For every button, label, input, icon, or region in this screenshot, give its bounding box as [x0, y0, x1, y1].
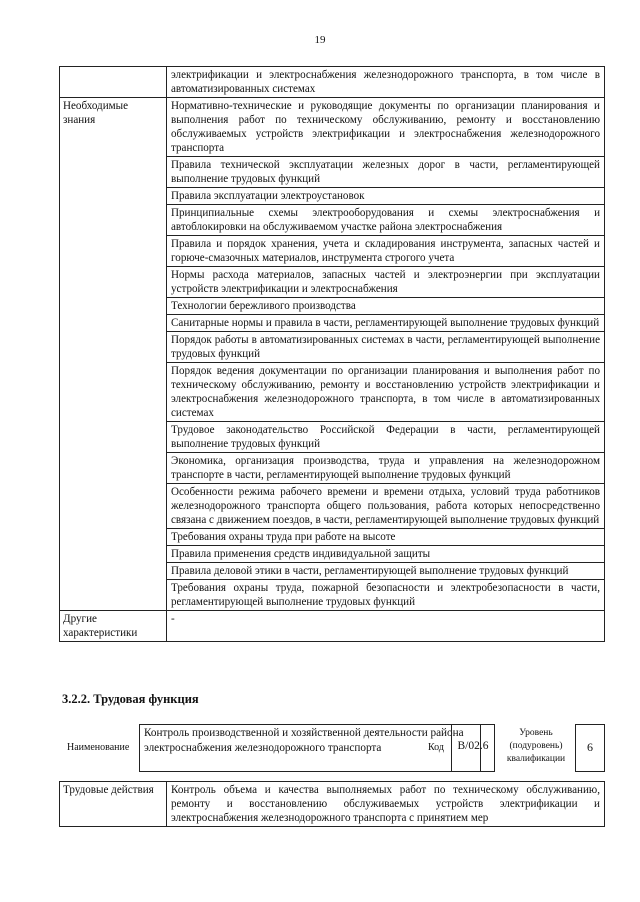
knowledge-item: Правила применения средств индивидуальной защиты [167, 546, 605, 563]
knowledge-item: Нормы расхода материалов, запасных частей и электроэнергии при эксплуатации устройств электрификации и электроснабжения [167, 267, 605, 298]
knowledge-label: Необходимые знания [60, 98, 167, 611]
knowledge-item: Особенности режима рабочего времени и времени отдыха, условий труда работников железнодорожного транспорта общего пользования, работа которых непосредственно связана с движением поездов, в части, регламентирующей выполнение трудовых функций [167, 484, 605, 529]
knowledge-item: Правила и порядок хранения, учета и складирования инструмента, запасных частей и горюче-смазочных материалов, инструмента строгого учета [167, 236, 605, 267]
name-label: Наименование [67, 742, 130, 753]
actions-table [59, 781, 605, 827]
table-row [60, 98, 605, 157]
code-label: Код [428, 742, 444, 753]
actions-label: Трудовые действия [60, 782, 167, 827]
knowledge-item: Правила эксплуатации электроустановок [167, 188, 605, 205]
knowledge-item: Требования охраны труда, пожарной безопасности и электробезопасности в части, регламентирующей выполнение трудовых функций [167, 580, 605, 611]
knowledge-item: Санитарные нормы и правила в части, регламентирующей выполнение трудовых функций [167, 315, 605, 332]
level-label: Уровень (подуровень) квалификации [506, 728, 566, 764]
knowledge-item: Экономика, организация производства, труда и управления на железнодорожном транспорте в части, регламентирующей выполнение трудовых функций [167, 453, 605, 484]
knowledge-item: Требования охраны труда при работе на высоте [167, 529, 605, 546]
knowledge-item: Трудовое законодательство Российской Федерации в части, регламентирующей выполнение трудовых функций [167, 422, 605, 453]
code-value: В/02.6 [457, 740, 489, 752]
level-value: 6 [587, 740, 593, 754]
knowledge-item: Нормативно-технические и руководящие документы по организации планирования и выполнения работ по техническому обслуживанию, ремонту и восстановлению обслуживаемых устройств электрификации и электроснабжения железнодорожного транспорта [167, 98, 605, 157]
knowledge-item: Технологии бережливого производства [167, 298, 605, 315]
section-heading: 3.2.2. Трудовая функция [62, 692, 199, 706]
name-value: Контроль производственной и хозяйственной деятельности района электроснабжения железнодорожного транспорта [144, 727, 464, 754]
page-number: 19 [314, 34, 326, 46]
empty-label-cell [60, 67, 167, 98]
knowledge-item: Правила деловой этики в части, регламентирующей выполнение трудовых функций [167, 563, 605, 580]
continuation-text: электрификации и электроснабжения железнодорожного транспорта, в том числе в автоматизированных системах [167, 67, 605, 98]
knowledge-item: Правила технической эксплуатации железных дорог в части, регламентирующей выполнение трудовых функций [167, 157, 605, 188]
other-characteristics-label: Другие характеристики [60, 611, 167, 642]
table-row [60, 782, 605, 827]
function-header [59, 724, 605, 772]
level-value-box [575, 724, 605, 772]
code-value-box [451, 724, 495, 772]
action-item: Контроль объема и качества выполняемых работ по техническому обслуживанию, ремонту и восстановлению обслуживаемых устройств электрификации и электроснабжения железнодорожного транспорта с принятием мер [167, 782, 605, 827]
table-row [60, 67, 605, 98]
knowledge-table [59, 66, 605, 642]
knowledge-item: Порядок ведения документации по организации планирования и выполнения работ по техническому обслуживанию, ремонту и восстановлению устройств электрификации и электроснабжения железнодорожного транспорта, в том числе в автоматизированных системах [167, 363, 605, 422]
table-row [60, 611, 605, 642]
other-characteristics-value: - [167, 611, 605, 642]
knowledge-item: Порядок работы в автоматизированных системах в части, регламентирующей выполнение трудовых функций [167, 332, 605, 363]
knowledge-item: Принципиальные схемы электрооборудования и схемы электроснабжения и автоблокировки на обслуживаемом участке района электроснабжения [167, 205, 605, 236]
